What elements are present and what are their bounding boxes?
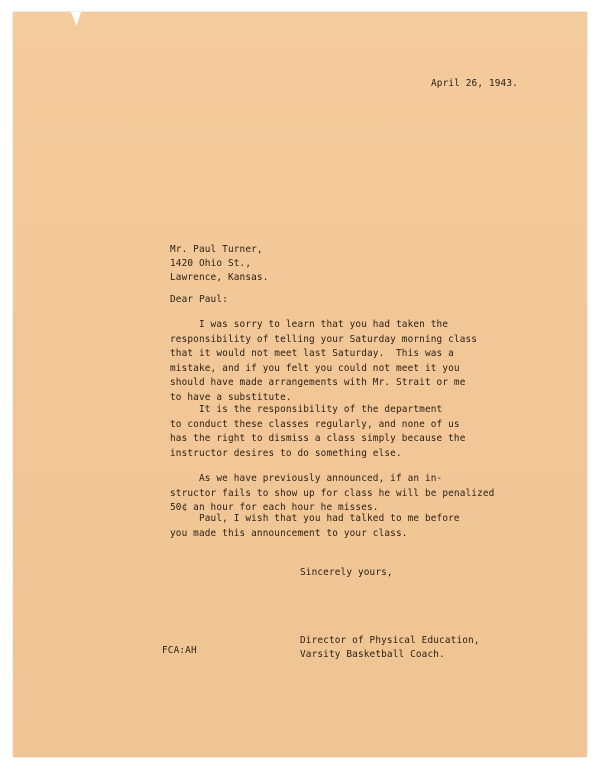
salutation: Dear Paul: — [170, 294, 228, 305]
paragraph-line: instructor desires to do something else. — [170, 447, 402, 459]
paragraph-2 — [170, 403, 466, 461]
paragraph-line: mistake, and if you felt you could not meet it you — [170, 362, 460, 374]
paragraph-1 — [170, 318, 477, 405]
signature-title-line: Director of Physical Education, — [300, 635, 480, 646]
recipient-name: Mr. Paul Turner, — [170, 244, 263, 255]
paragraph-line: responsibility of telling your Saturday morning class — [170, 333, 478, 345]
signature-block — [300, 634, 480, 662]
recipient-city: Lawrence, Kansas. — [170, 272, 269, 283]
letter-date: April 26, 1943. — [431, 78, 518, 89]
signature-title-line: Varsity Basketball Coach. — [300, 649, 445, 660]
paragraph-line: Paul, I wish that you had talked to me before — [170, 513, 460, 524]
letter-page — [13, 12, 587, 757]
paragraph-line: I was sorry to learn that you had taken the — [170, 319, 449, 330]
reference-initials: FCA:AH — [162, 645, 197, 656]
complimentary-closing: Sincerely yours, — [300, 567, 393, 578]
paragraph-3 — [170, 472, 494, 516]
recipient-street: 1420 Ohio St., — [170, 258, 252, 269]
paragraph-line: has the right to dismiss a class simply because the — [170, 433, 466, 444]
recipient-address — [170, 243, 269, 285]
paragraph-4 — [170, 512, 460, 541]
paragraph-line: to conduct these classes regularly, and none of us — [170, 418, 460, 430]
paragraph-line: to have a substitute. — [170, 391, 292, 403]
paragraph-line: should have made arrangements with Mr. Strait or me — [170, 377, 466, 388]
paragraph-line: As we have previously announced, if an in- — [170, 473, 443, 484]
torn-corner — [71, 12, 81, 26]
paragraph-line: It is the responsibility of the department — [170, 404, 443, 415]
paragraph-line: structor fails to show up for class he will be penalized — [170, 487, 495, 499]
paragraph-line: that it would not meet last Saturday. This was a — [170, 348, 454, 359]
paragraph-line: you made this announcement to your class. — [170, 527, 408, 539]
paragraph-line: 50¢ an hour for each hour he misses. — [170, 502, 379, 513]
